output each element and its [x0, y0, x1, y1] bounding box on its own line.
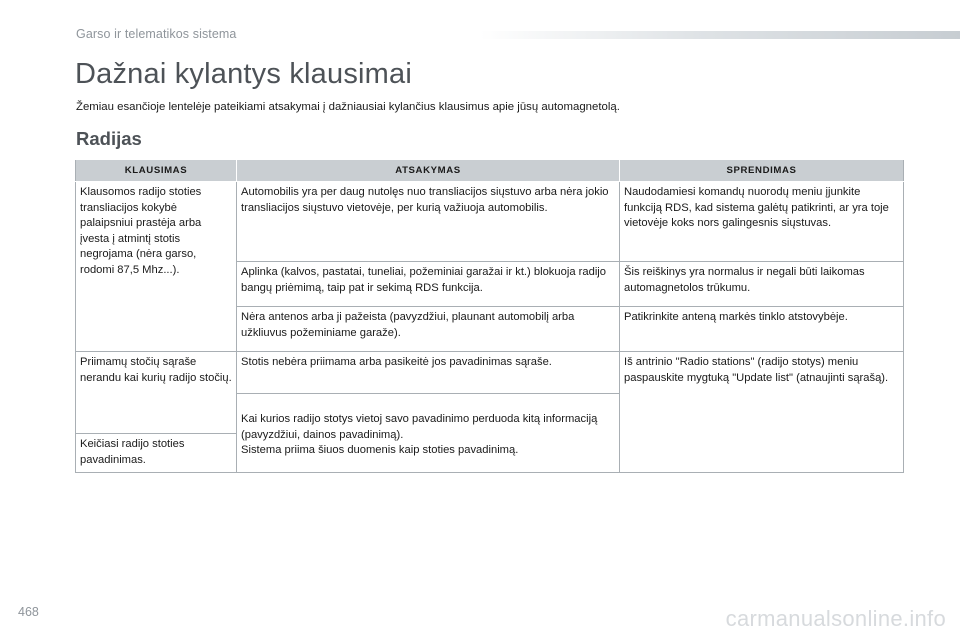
answer-cell: Aplinka (kalvos, pastatai, tuneliai, požeminiai garažai ir kt.) blokuoja radijo bangų priėmimą, taip pat ir sekimą RDS funkcija.: [237, 262, 620, 307]
question-cell: Keičiasi radijo stoties pavadinimas.: [76, 434, 237, 473]
question-cell: Priimamų stočių sąraše nerandu kai kurių radijo stočių.: [76, 352, 237, 434]
column-header-solution: SPRENDIMAS: [620, 160, 904, 182]
solution-cell: Naudodamiesi komandų nuorodų meniu įjunkite funkciją RDS, kad sistema galėtų patikrinti, ar yra toje vietovėje koks nors galingesnis siųstuvas.: [620, 182, 904, 262]
faq-table: [75, 160, 904, 473]
section-title: Radijas: [76, 128, 142, 149]
column-header-answer: ATSAKYMAS: [237, 160, 620, 182]
answer-line: Sistema priima šiuos duomenis kaip stoties pavadinimą.: [241, 444, 519, 456]
answer-cell: Automobilis yra per daug nutolęs nuo transliacijos siųstuvo arba nėra jokio transliacijos siųstuvo vietovėje, per kurią važiuoja automobilis.: [237, 182, 620, 262]
solution-cell: Patikrinkite anteną markės tinklo atstovybėje.: [620, 307, 904, 352]
watermark: carmanualsonline.info: [725, 606, 946, 631]
table-header-row: [76, 160, 904, 182]
page-title: Dažnai kylantys klausimai: [75, 58, 413, 90]
answer-cell: Stotis nebėra priimama arba pasikeitė jos pavadinimas sąraše.: [237, 352, 620, 394]
answer-cell: Nėra antenos arba ji pažeista (pavyzdžiui, plaunant automobilį arba užkliuvus požeminiame garaže).: [237, 307, 620, 352]
intro-text: Žemiau esančioje lentelėje pateikiami atsakymai į dažniausiai kylančius klausimus apie jūsų automagnetolą.: [76, 101, 620, 113]
header-section-title: Garso ir telematikos sistema: [76, 27, 237, 41]
solution-cell: Iš antrinio "Radio stations" (radijo stotys) meniu paspauskite mygtuką "Update list" (atnaujinti sąrašą).: [620, 352, 904, 473]
header-gradient-bar: [480, 31, 960, 39]
page-number: 468: [18, 605, 39, 619]
table-row: [76, 352, 904, 394]
answer-line: Kai kurios radijo stotys vietoj savo pavadinimo perduoda kitą informaciją (pavyzdžiui, dainos pavadinimą).: [241, 413, 598, 441]
column-header-question: KLAUSIMAS: [76, 160, 237, 182]
answer-cell: [237, 394, 620, 473]
solution-cell: Šis reiškinys yra normalus ir negali būti laikomas automagnetolos trūkumu.: [620, 262, 904, 307]
table-row: [76, 182, 904, 262]
question-cell: Klausomos radijo stoties transliacijos kokybė palaipsniui prastėja arba įvesta į atmintį stotis negrojama (nėra garso, rodomi 87,5 Mhz...).: [76, 182, 237, 352]
